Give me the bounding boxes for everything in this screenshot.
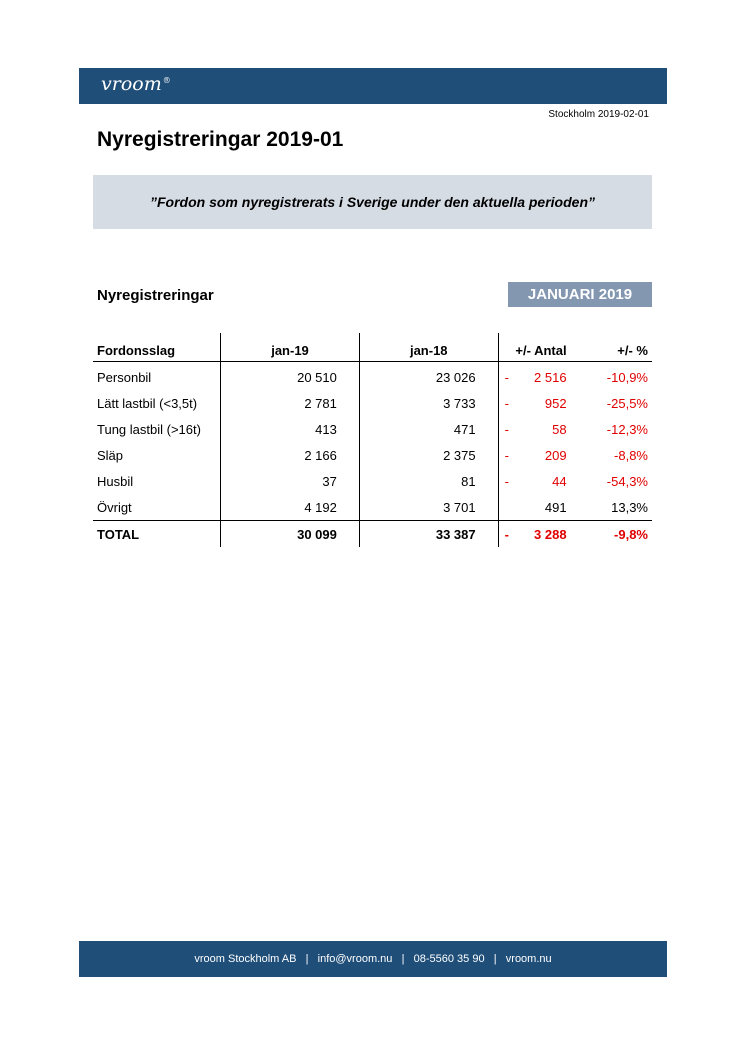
footer-phone: 08-5560 35 90 <box>413 953 485 965</box>
footer-company: vroom Stockholm AB <box>194 953 297 965</box>
row-diff <box>498 442 578 468</box>
quote-box <box>93 175 652 229</box>
total-type: TOTAL <box>93 521 221 548</box>
minus-sign: - <box>504 395 509 411</box>
row-type: Övrigt <box>97 499 132 515</box>
period-badge: JANUARI 2019 <box>508 282 652 307</box>
row-jan-19: 4 192 <box>221 494 360 521</box>
row-diff <box>498 416 578 442</box>
row-pct: -54,3% <box>606 473 648 489</box>
row-type: Husbil <box>97 473 134 489</box>
section-title: Nyregistreringar <box>97 287 214 304</box>
row-jan-19: 2 781 <box>221 390 360 416</box>
table-row <box>93 494 652 521</box>
row-jan-18: 3 733 <box>359 390 498 416</box>
row-jan-19: 20 510 <box>221 362 360 391</box>
table-row <box>93 362 652 391</box>
header-diff-count: +/- Antal <box>498 333 578 362</box>
total-pct: -9,8% <box>579 521 652 548</box>
header-vehicle-type: Fordonsslag <box>93 333 221 362</box>
table-row <box>93 390 652 416</box>
table-row <box>93 416 652 442</box>
header-bar <box>79 68 667 104</box>
footer-separator: | <box>401 953 405 965</box>
minus-sign: - <box>504 526 509 542</box>
row-jan-18: 81 <box>359 468 498 494</box>
row-jan-19: 2 166 <box>221 442 360 468</box>
row-diff-value: 44 <box>552 473 567 489</box>
row-pct: -25,5% <box>606 395 648 411</box>
footer-website[interactable]: vroom.nu <box>505 953 552 965</box>
row-pct: -8,8% <box>614 447 648 463</box>
row-jan-18: 2 375 <box>359 442 498 468</box>
row-diff-value: 491 <box>544 499 567 515</box>
minus-sign: - <box>504 473 509 489</box>
row-jan-19: 413 <box>221 416 360 442</box>
registered-mark: ® <box>162 75 171 85</box>
footer-email[interactable]: info@vroom.nu <box>317 953 393 965</box>
row-jan-18: 23 026 <box>359 362 498 391</box>
row-diff-value: 209 <box>544 447 567 463</box>
footer-separator: | <box>305 953 309 965</box>
header-jan-18: jan-18 <box>359 333 498 362</box>
registrations-table <box>93 333 652 547</box>
vroom-logo <box>101 73 171 95</box>
total-jan-19: 30 099 <box>221 521 360 548</box>
row-jan-18: 471 <box>359 416 498 442</box>
total-jan-18: 33 387 <box>359 521 498 548</box>
page-title: Nyregistreringar 2019-01 <box>97 128 344 151</box>
header-diff-percent: +/- % <box>579 333 652 362</box>
row-type: Lätt lastbil (<3,5t) <box>97 395 198 411</box>
row-pct: 13,3% <box>611 499 648 515</box>
row-diff-value: 2 516 <box>534 369 567 385</box>
logo-text: vroom <box>101 73 162 95</box>
row-diff <box>498 494 578 521</box>
minus-sign: - <box>504 369 509 385</box>
row-type: Tung lastbil (>16t) <box>97 421 201 437</box>
row-diff <box>498 468 578 494</box>
total-diff <box>498 521 578 548</box>
table-row <box>93 468 652 494</box>
table-row <box>93 442 652 468</box>
minus-sign: - <box>504 421 509 437</box>
minus-sign: - <box>504 447 509 463</box>
row-jan-18: 3 701 <box>359 494 498 521</box>
row-type: Personbil <box>97 369 152 385</box>
header-jan-19: jan-19 <box>221 333 360 362</box>
total-diff-value: 3 288 <box>534 526 567 542</box>
row-diff <box>498 362 578 391</box>
footer-separator: | <box>493 953 497 965</box>
row-diff-value: 952 <box>544 395 567 411</box>
row-jan-19: 37 <box>221 468 360 494</box>
table-header-row <box>93 333 652 362</box>
quote-text: ”Fordon som nyregistrerats i Sverige under den aktuella perioden” <box>150 194 595 210</box>
row-diff <box>498 390 578 416</box>
date-line: Stockholm 2019-02-01 <box>548 109 649 120</box>
row-pct: -12,3% <box>606 421 648 437</box>
row-diff-value: 58 <box>552 421 567 437</box>
footer-bar <box>79 941 667 977</box>
row-pct: -10,9% <box>606 369 648 385</box>
row-type: Släp <box>97 447 124 463</box>
total-row <box>93 521 652 548</box>
